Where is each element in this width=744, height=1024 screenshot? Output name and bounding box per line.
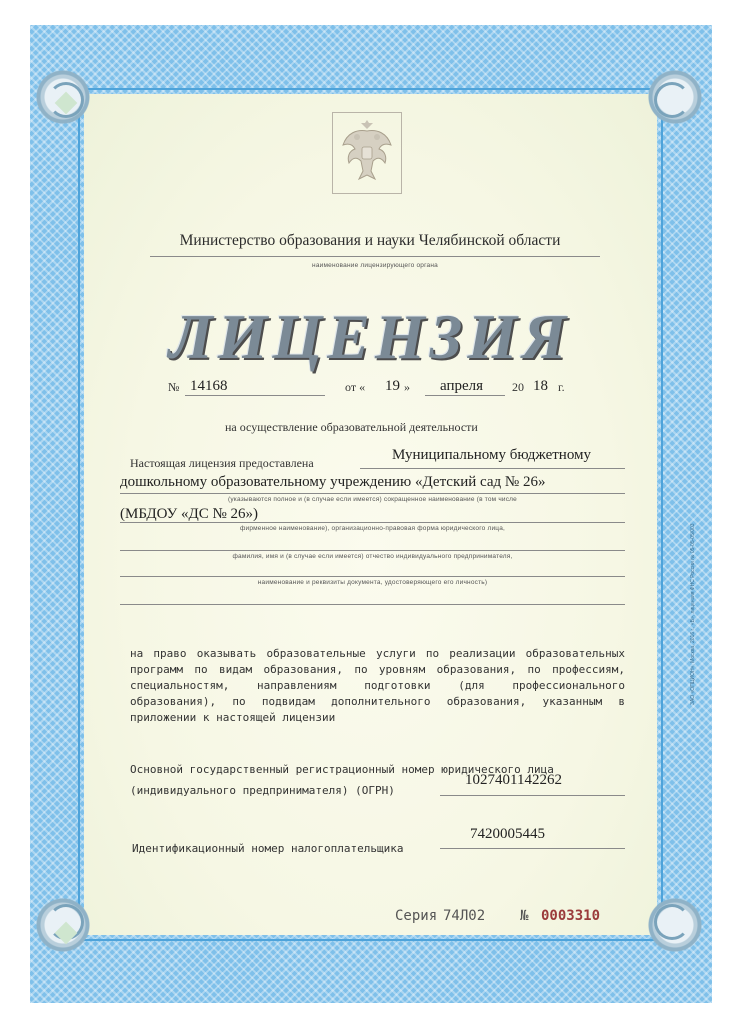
ogrn-underline <box>440 795 625 796</box>
serial-prefix: № <box>520 908 529 924</box>
activity-text: на осуществление образовательной деятельности <box>225 420 478 434</box>
licensee-underline-4 <box>120 550 625 551</box>
issuer-caption: наименование лицензирующего органа <box>312 262 438 269</box>
year-suffix: 18 <box>533 378 548 394</box>
document-title: ЛИЦЕНЗИЯ <box>168 301 572 372</box>
corner-ornament-top-right <box>640 62 710 132</box>
caption-1: (указываются полное и (в случае если имеется) сокращенное наименование (в том числе <box>227 496 517 503</box>
licensee-underline-1 <box>360 468 625 469</box>
issuing-authority: Министерство образования и науки Челябинской области <box>179 232 561 249</box>
coat-of-arms-emblem <box>332 112 402 194</box>
printer-imprint: ЗАО «ОПЦИОН», Москва, 2016 г., «В», лицензия ФНС России № 05-05-05/003 <box>690 523 696 705</box>
inn-value: 7420005445 <box>470 826 545 842</box>
licensee-line-1: Муниципальному бюджетному <box>392 447 592 463</box>
serial-number: 0003310 <box>541 908 601 924</box>
ogrn-value: 1027401142262 <box>465 772 562 788</box>
series-label: Серия <box>395 908 438 924</box>
ogrn-label-line-1: Основной государственный регистрационный номер юридического лица <box>130 763 554 776</box>
year-prefix: 20 <box>512 380 524 394</box>
date-day-close: » <box>404 380 410 394</box>
inn-underline <box>440 848 625 849</box>
licensee-underline-2 <box>120 493 625 494</box>
series-value: 74Л02 <box>443 908 486 924</box>
licensee-underline-6 <box>120 604 625 605</box>
licensee-line-2: дошкольному образовательному учреждению «Детский сад № 26» <box>120 474 546 490</box>
licensee-short-name: (МБДОУ «ДС № 26») <box>120 506 259 522</box>
number-prefix: № <box>168 380 180 394</box>
month-underline <box>425 395 505 396</box>
licensee-underline-5 <box>120 576 625 577</box>
number-underline <box>185 395 325 396</box>
issuer-underline <box>150 256 600 257</box>
year-end: г. <box>558 380 565 394</box>
caption-2: фирменное наименование), организационно-правовая форма юридического лица, <box>239 525 506 532</box>
caption-4: наименование и реквизиты документа, удостоверяющего его личность) <box>257 579 488 586</box>
licensee-underline-3 <box>120 522 625 523</box>
rights-paragraph: на право оказывать образовательные услуги по реализации образовательных программ по видам образования, по уровням образования, по профессиям, специальностям, направлениям подготовки (для профессионального образования), по подвидам дополнительного образования, указанным в приложении к настоящей лицензии <box>130 647 625 724</box>
date-month: апреля <box>440 378 484 394</box>
inn-label: Идентификационный номер налогоплательщика <box>132 842 404 855</box>
ogrn-label-line-2: (индивидуального предпринимателя) (ОГРН) <box>130 784 395 797</box>
corner-ornament-bottom-right <box>640 890 710 960</box>
double-headed-eagle-icon <box>339 119 395 187</box>
granted-label: Настоящая лицензия предоставлена <box>130 456 314 470</box>
date-day: 19 <box>385 378 400 394</box>
date-prefix: от « <box>345 380 366 394</box>
license-number: 14168 <box>190 378 228 394</box>
caption-3: фамилия, имя и (в случае если имеется) отчество индивидуального предпринимателя, <box>232 553 513 560</box>
